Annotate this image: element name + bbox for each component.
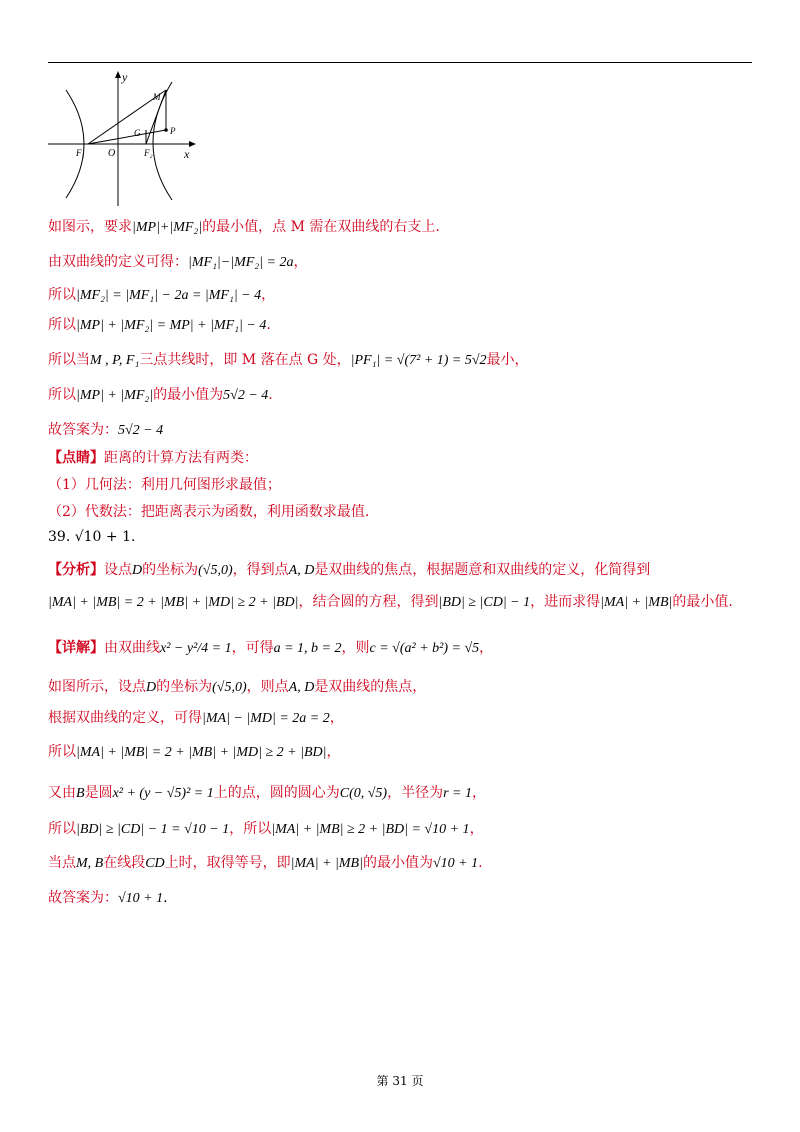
math-expression: |MA| + |MB| = 2 + |MB| + |MD| ≥ 2 + |BD| <box>48 595 299 610</box>
math-expression: (√5,0) <box>212 680 247 695</box>
math-expression: 5√2 − 4 <box>223 388 269 403</box>
math-expression: B <box>76 786 85 801</box>
math-expression: c = √(a² + b²) = √5 <box>369 641 480 656</box>
line-F1-P <box>88 130 166 144</box>
line-18 <box>48 783 486 804</box>
text-fragment: 所以 <box>48 287 76 303</box>
text-fragment: 三点共线时，即 M 落在点 G 处， <box>139 352 351 368</box>
text-fragment: ，进而求得 <box>530 594 601 610</box>
text-fragment: 所以 <box>48 317 76 333</box>
line-13 <box>48 592 733 613</box>
text-fragment: 所以当 <box>48 352 90 368</box>
line-8 <box>48 448 258 468</box>
label-G: G <box>134 128 141 138</box>
text-fragment: ， <box>329 710 344 726</box>
text-fragment: ， <box>293 254 308 270</box>
text-fragment: 的最小值为 <box>153 387 224 403</box>
math-expression: |PF₁| = √(7² + 1) = 5√2 <box>350 353 487 368</box>
text-fragment: 当点 <box>48 855 76 871</box>
math-expression: √10 + 1 <box>432 856 479 871</box>
line-12 <box>48 560 650 581</box>
math-expression: CD <box>145 856 165 871</box>
math-expression: |BD| ≥ |CD| − 1 = √10 − 1 <box>76 822 230 837</box>
text-fragment: 如图示，要求 <box>48 219 132 235</box>
line-4 <box>48 315 271 336</box>
line-15 <box>48 677 426 698</box>
line-17 <box>48 742 340 763</box>
math-expression: (√5,0) <box>198 563 233 578</box>
label-y: y <box>122 70 128 84</box>
line-11 <box>48 527 135 547</box>
line-9 <box>48 475 281 495</box>
math-expression: D <box>146 680 157 695</box>
label-M: M <box>153 92 161 102</box>
text-fragment: 由双曲线的定义可得： <box>48 254 188 270</box>
text-fragment: （1）几何法：利用几何图形求最值； <box>48 477 281 493</box>
text-fragment: ，得到点 <box>232 562 289 578</box>
text-fragment: 所以 <box>48 821 76 837</box>
math-expression: A, D <box>288 680 315 695</box>
math-expression: |MA| + |MB| <box>600 595 673 610</box>
text-fragment: 的最小值为 <box>362 855 433 871</box>
text-fragment: 【分析】 <box>48 562 104 578</box>
text-fragment: ，所以 <box>229 821 272 837</box>
math-expression: |MP| + |MF₂| <box>76 388 154 403</box>
math-expression: x² − y²/4 = 1 <box>160 641 232 656</box>
page-number: 第 31 页 <box>376 1074 424 1088</box>
math-expression: |MP|+|MF₂| <box>132 220 203 235</box>
math-expression: A, D <box>288 563 315 578</box>
text-fragment: . <box>478 855 483 871</box>
line-20 <box>48 853 483 874</box>
text-fragment: 是双曲线的焦点， <box>314 679 427 695</box>
header-rule <box>48 62 752 63</box>
text-fragment: 是圆 <box>84 785 113 801</box>
math-expression: C(0, √5) <box>339 786 388 801</box>
math-expression: |MA| + |MB| <box>290 856 363 871</box>
line-14 <box>48 638 493 659</box>
line-10 <box>48 502 369 522</box>
text-fragment: 由双曲线 <box>104 640 160 656</box>
text-fragment: 所以 <box>48 744 76 760</box>
math-expression: M , P, F₁ <box>90 353 140 368</box>
line-16 <box>48 708 344 729</box>
line-3 <box>48 285 275 306</box>
text-fragment: ， <box>479 640 494 656</box>
math-expression: D <box>132 563 143 578</box>
text-fragment: 故答案为： <box>48 890 118 906</box>
text-fragment: ， <box>261 287 276 303</box>
math-expression: |MA| + |MB| = 2 + |MB| + |MD| ≥ 2 + |BD| <box>76 745 327 760</box>
text-fragment: . <box>163 890 168 906</box>
label-x: x <box>184 147 190 161</box>
math-expression: 5√2 − 4 <box>118 423 164 438</box>
text-fragment: 上时，取得等号，即 <box>164 855 291 871</box>
line-5 <box>48 350 529 371</box>
text-fragment: 距离的计算方法有两类： <box>104 450 258 466</box>
math-expression: x² + (y − √5)² = 1 <box>112 786 214 801</box>
math-expression: M, B <box>76 856 104 871</box>
text-fragment: 的坐标为 <box>142 562 199 578</box>
label-O: O <box>108 148 116 159</box>
text-fragment: 如图所示，设点 <box>48 679 146 695</box>
math-expression: |MA| − |MD| = 2a = 2 <box>202 711 330 726</box>
text-fragment: 39. √10 + 1. <box>48 529 136 545</box>
line-7 <box>48 420 163 441</box>
text-fragment: ，可得 <box>231 640 274 656</box>
text-fragment: 设点 <box>104 562 132 578</box>
x-axis-arrow <box>189 141 196 147</box>
text-fragment: 故答案为： <box>48 422 118 438</box>
math-expression: |MA| + |MB| ≥ 2 + |BD| = √10 + 1 <box>271 822 470 837</box>
text-fragment: . <box>266 317 271 333</box>
text-fragment: 上的点，圆的圆心为 <box>213 785 340 801</box>
text-fragment: 【点睛】 <box>48 450 104 466</box>
math-expression: √10 + 1 <box>118 891 164 906</box>
hyperbola-figure <box>46 68 206 208</box>
text-fragment: ， <box>469 821 484 837</box>
math-expression: |MF₂| = |MF₁| − 2a = |MF₁| − 4 <box>76 288 262 303</box>
text-fragment: 的坐标为 <box>156 679 213 695</box>
text-fragment: （2）代数法：把距离表示为函数，利用函数求最值. <box>48 504 370 520</box>
label-F1: F₁ <box>76 148 85 158</box>
text-fragment: ， <box>472 785 486 801</box>
line-1 <box>48 217 440 238</box>
label-F2: F₂ <box>144 148 153 158</box>
math-expression: |MP| + |MF₂| = MP| + |MF₁| − 4 <box>76 318 267 333</box>
text-fragment: ，结合圆的方程，得到 <box>298 594 439 610</box>
y-axis-arrow <box>115 71 121 78</box>
text-fragment: 的最小值，点 M 需在双曲线的右支上. <box>202 219 440 235</box>
text-fragment: ， <box>326 744 341 760</box>
text-fragment: 所以 <box>48 387 76 403</box>
text-fragment: 在线段 <box>103 855 146 871</box>
text-fragment: 是双曲线的焦点，根据题意和双曲线的定义，化简得到 <box>314 562 651 578</box>
line-6 <box>48 385 273 406</box>
text-fragment: ，则 <box>341 640 370 656</box>
point-P <box>164 128 168 132</box>
text-fragment: 的最小值. <box>672 594 733 610</box>
text-fragment: ，半径为 <box>387 785 444 801</box>
line-19 <box>48 819 484 840</box>
line-21 <box>48 888 168 909</box>
math-expression: |BD| ≥ |CD| − 1 <box>438 595 531 610</box>
text-fragment: . <box>268 387 273 403</box>
math-expression: |MF₁|−|MF₂| = 2a <box>188 255 294 270</box>
text-fragment: 根据双曲线的定义，可得 <box>48 710 202 726</box>
math-expression: a = 1, b = 2 <box>273 641 342 656</box>
line-2 <box>48 252 307 273</box>
text-fragment: 又由 <box>48 785 76 801</box>
label-P: P <box>170 126 176 136</box>
math-expression: r = 1 <box>443 786 472 801</box>
text-fragment: ，则点 <box>246 679 289 695</box>
text-fragment: 【详解】 <box>48 640 104 656</box>
text-fragment: 最小， <box>486 352 529 368</box>
